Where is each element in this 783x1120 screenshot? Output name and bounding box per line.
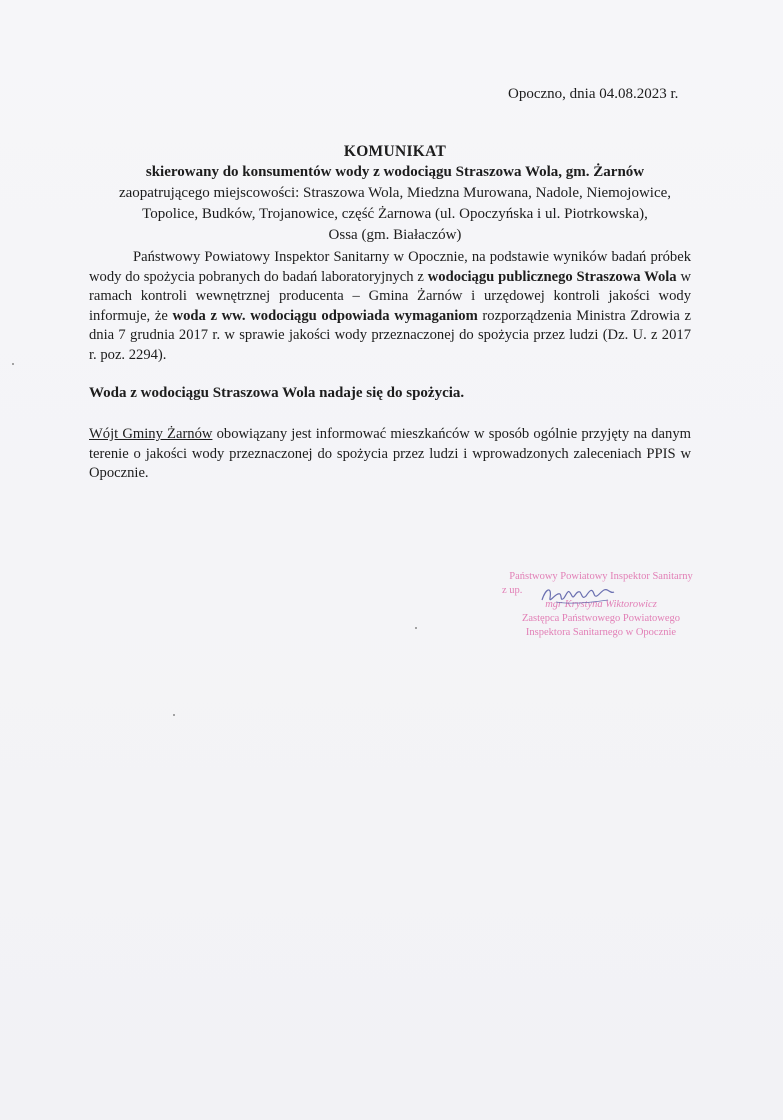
document-title: KOMUNIKAT [343,143,447,160]
stamp-line-2: mgr Krystyna Wiktorowicz [545,599,657,610]
recipients-line-2: Topolice, Budków, Trojanowice, część Żarnowa (ul. Opoczyńska i ul. Piotrkowska), [142,206,648,222]
stamp-zup: z up. [502,585,523,596]
scan-speck [12,363,14,365]
para1-text-c: rozporządzenia Ministra Zdrowia z dnia 7 grudnia 2017 r. w sprawie jakości wody przeznaczonej do spożycia przez ludzi (Dz. U. z 2017 r. poz. 2294). [89,307,691,363]
stamp-line-1: Państwowy Powiatowy Inspektor Sanitarny [509,571,693,582]
para1-bold-b: woda z ww. wodociągu odpowiada wymaganiom [172,307,478,324]
para1-text-a: Państwowy Powiatowy Inspektor Sanitarny w Opocznie, na podstawie wyników badań próbek wody do spożycia pobranych do badań laboratoryjnych z [89,249,691,285]
scan-speck [173,714,175,716]
stamp-line-4: Inspektora Sanitarnego w Opocznie [525,627,677,638]
handwritten-signature-icon [538,582,618,608]
para3-rest: obowiązany jest informować mieszkańców w sposób ogólnie przyjęty na danym terenie o jakości wody przeznaczonej do spożycia przez ludzi i wprowadzonych zaleceniach PPIS w Opocznie. [89,426,691,481]
paragraph-obligation [89,425,691,484]
mayor-name: Wójt Gminy Żarnów [89,426,213,442]
recipients-line-3: Ossa (gm. Białaczów) [328,227,462,243]
heading-block [80,141,710,246]
paragraph-findings [89,248,691,365]
para1-text-b: w ramach kontroli wewnętrznej producenta – Gmina Żarnów i urzędowej kontroli jakości wody informuje, że [89,268,691,324]
document-subtitle: skierowany do konsumentów wody z wodociągu Straszowa Wola, gm. Żarnów [145,164,645,180]
recipients-line-1: zaopatrującego miejscowości: Straszowa Wola, Miedzna Murowana, Nadole, Niemojowice, [118,185,672,201]
scan-speck [415,627,417,629]
stamp-line-3: Zastępca Państwowego Powiatowego [521,613,681,624]
para1-bold-a: wodociągu publicznego Straszowa Wola [427,268,677,285]
place-date: Opoczno, dnia 04.08.2023 r. [508,86,679,102]
paragraph-verdict: Woda z wodociągu Straszowa Wola nadaje się do spożycia. [89,385,465,401]
